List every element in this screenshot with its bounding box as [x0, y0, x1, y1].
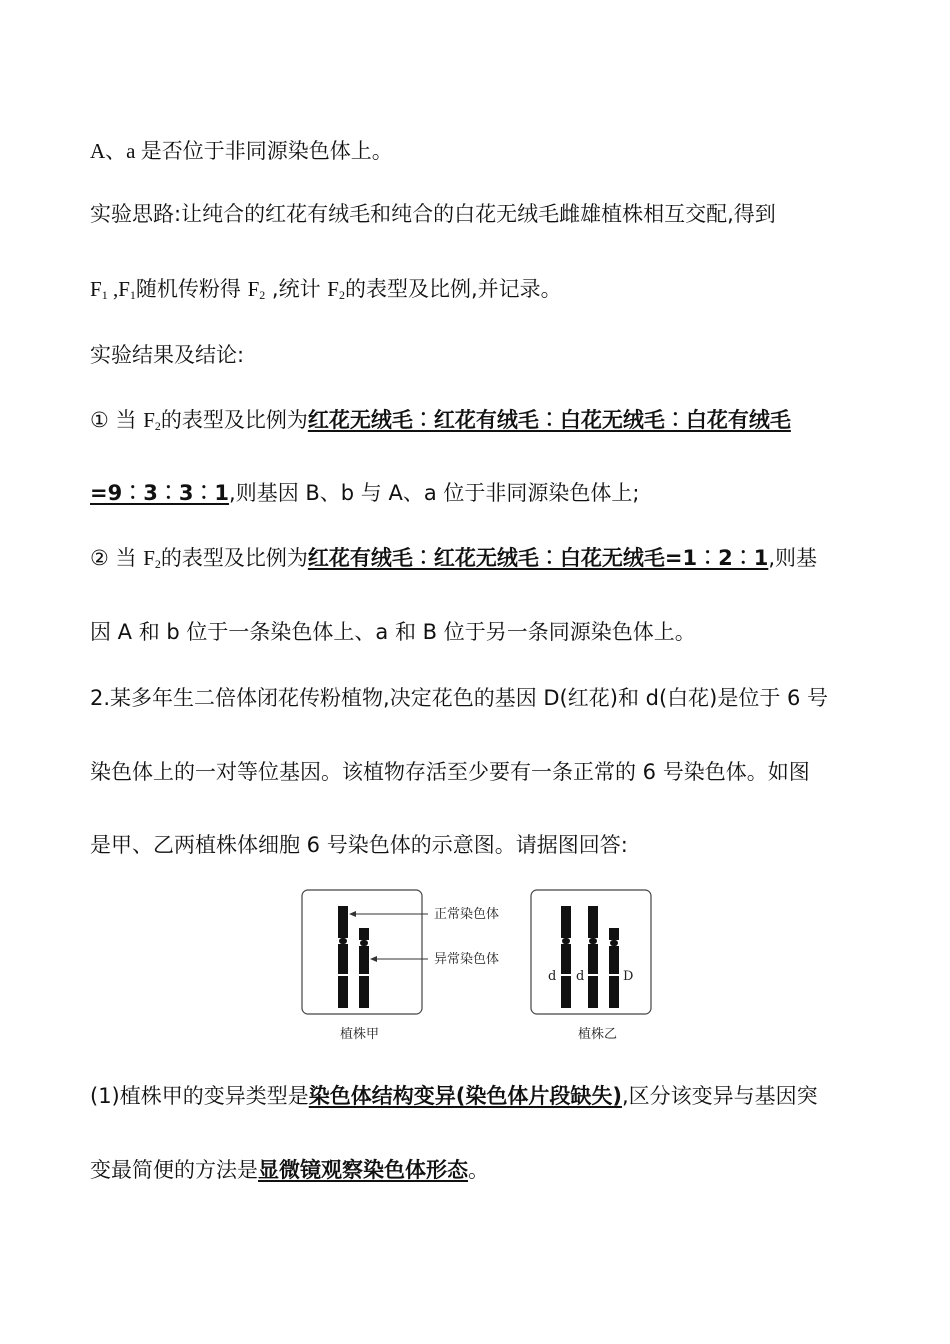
text: F [247, 277, 260, 301]
arrowhead [370, 956, 377, 962]
gene-band [338, 974, 348, 976]
text: 实验结果及结论: [90, 343, 245, 367]
gene-label-d: d [548, 969, 557, 984]
caption-plant-b: 植株乙 [578, 1027, 618, 1042]
gene-band [359, 974, 369, 976]
chromosome-abnormal [359, 928, 369, 940]
text: 2.某多年生二倍体闭花传粉植物,决定花色的基因 D(红花)和 d(白花)是位于 6 号 [90, 686, 829, 710]
text: 变最简便的方法是 [90, 1158, 258, 1182]
subscript: 2 [259, 288, 266, 302]
paragraph-line-1 [90, 136, 393, 166]
text: ,F [107, 277, 130, 301]
text: ,统计 [265, 277, 328, 301]
answer-text: 红花无绒毛︰红花有绒毛︰白花无绒毛︰白花有绒毛 [307, 408, 791, 432]
centromere-mark [339, 938, 347, 944]
question-2-line-2 [90, 757, 810, 787]
question-2-1-line-2 [90, 1155, 489, 1185]
answer-text: 染色体结构变异(染色体片段缺失) [308, 1084, 622, 1108]
centromere-mark [589, 938, 597, 944]
subscript: 2 [154, 419, 161, 433]
text: (1)植株甲的变异类型是 [90, 1084, 309, 1108]
results-heading [90, 340, 244, 370]
chromosome-abnormal-arm [359, 946, 369, 1008]
answer-text: 红花有绒毛︰红花无绒毛︰白花无绒毛=1︰2︰1 [307, 546, 769, 570]
gene-band [561, 974, 571, 976]
question-2-1-line-1 [90, 1081, 818, 1111]
label-abnormal-chromosome: 异常染色体 [434, 952, 500, 967]
chromosome-normal [561, 906, 571, 938]
gene-band [588, 974, 598, 976]
arrowhead [349, 911, 356, 917]
result-2-line-2 [90, 617, 696, 647]
text: ② 当 [90, 546, 144, 570]
gene-band [609, 974, 619, 976]
text: 实验思路:让纯合的红花有绒毛和纯合的白花无绒毛雌雄植株相互交配,得到 [90, 202, 776, 226]
result-1-line-2 [90, 478, 639, 508]
chromosome-normal [588, 906, 598, 938]
experiment-idea-line [90, 199, 776, 229]
text: 随机传粉得 [135, 277, 248, 301]
text: 是甲、乙两植株体细胞 6 号染色体的示意图。请据图回答: [90, 833, 628, 857]
text: 是否位于非同源染色体上。 [140, 139, 393, 163]
gene-label-D: D [623, 969, 634, 984]
subscript: 1 [129, 288, 136, 302]
text: 因 A 和 b 位于一条染色体上、a 和 B 位于另一条同源染色体上。 [90, 620, 696, 644]
text: ,则基 [768, 546, 817, 570]
result-1-line [90, 405, 791, 435]
text: 。 [468, 1158, 489, 1182]
subscript: 2 [338, 288, 345, 302]
question-2-line-1 [90, 683, 828, 713]
question-2-line-3 [90, 830, 628, 860]
subscript: 1 [101, 288, 108, 302]
experiment-idea-line-2 [90, 274, 562, 304]
text: ,区分该变异与基因突 [621, 1084, 818, 1108]
text: 的表型及比例为 [160, 408, 308, 432]
chromosome-figure [300, 886, 660, 1046]
text: ,则基因 B、b 与 A、a 位于非同源染色体上; [229, 481, 640, 505]
caption-plant-a: 植株甲 [340, 1027, 380, 1042]
centromere-mark [360, 940, 368, 946]
text: 染色体上的一对等位基因。该植物存活至少要有一条正常的 6 号染色体。如图 [90, 760, 810, 784]
result-2-line [90, 543, 817, 573]
centromere-mark [610, 940, 618, 946]
chromosome-abnormal-arm [609, 946, 619, 1008]
text: F [143, 546, 155, 570]
text: F [143, 408, 155, 432]
text: 的表型及比例,并记录。 [344, 277, 562, 301]
text: A、a [90, 139, 141, 163]
text: F [90, 277, 102, 301]
answer-text: 显微镜观察染色体形态 [258, 1158, 468, 1182]
centromere-mark [562, 938, 570, 944]
gene-label-d: d [576, 969, 585, 984]
text: F [327, 277, 339, 301]
answer-text: =9︰3︰3︰1 [90, 481, 230, 505]
chromosome-normal [338, 906, 348, 938]
chromosome-abnormal [609, 928, 619, 940]
label-normal-chromosome: 正常染色体 [434, 907, 500, 922]
subscript: 2 [154, 557, 161, 571]
text: ① 当 [90, 408, 144, 432]
text: 的表型及比例为 [160, 546, 308, 570]
